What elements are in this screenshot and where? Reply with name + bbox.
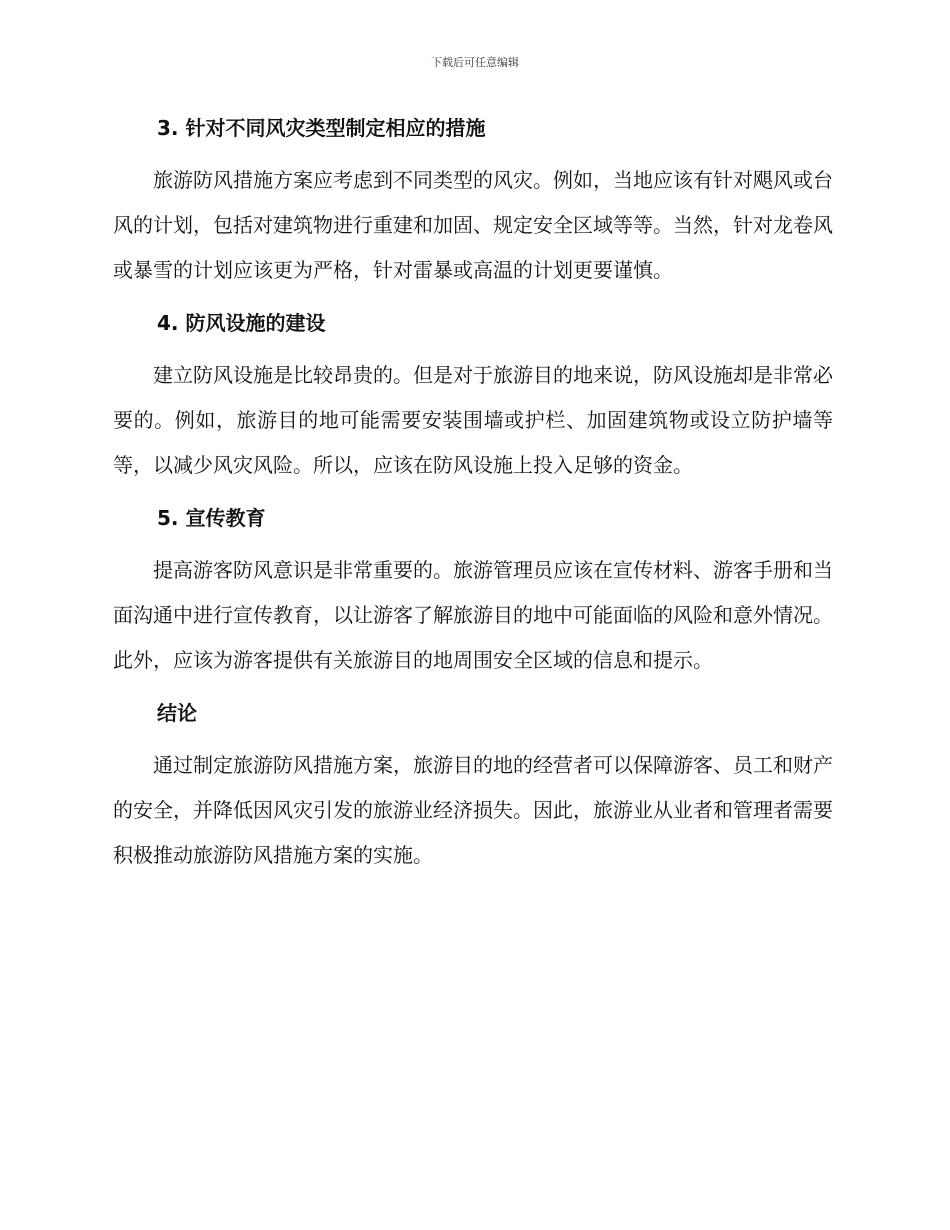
section-heading-4: 4. 防风设施的建设 [157, 311, 326, 335]
section-paragraph-5: 提高游客防风意识是非常重要的。旅游管理员应该在宣传材料、游客手册和当面沟通中进行宣传教育，以让游客了解旅游目的地中可能面临的风险和意外情况。此外，应该为游客提供有关旅游目的地周围安全区域的信息和提示。 [113, 558, 833, 672]
section-paragraph-4: 建立防风设施是比较昂贵的。但是对于旅游目的地来说，防风设施却是非常必要的。例如，旅游目的地可能需要安装围墙或护栏、加固建筑物或设立防护墙等等，以减少风灾风险。所以，应该在防风设施上投入足够的资金。 [113, 363, 833, 477]
document-body [113, 112, 833, 878]
section-heading-5: 5. 宣传教育 [157, 506, 266, 530]
section-heading-3: 3. 针对不同风灾类型制定相应的措施 [157, 116, 486, 140]
conclusion-heading: 结论 [157, 701, 197, 725]
page-header-note: 下载后可任意编辑 [431, 56, 519, 69]
section-paragraph-3: 旅游防风措施方案应考虑到不同类型的风灾。例如，当地应该有针对飓风或台风的计划，包括对建筑物进行重建和加固、规定安全区域等等。当然，针对龙卷风或暴雪的计划应该更为严格，针对雷暴或高温的计划更要谨慎。 [113, 168, 833, 282]
conclusion-paragraph: 通过制定旅游防风措施方案，旅游目的地的经营者可以保障游客、员工和财产的安全，并降低因风灾引发的旅游业经济损失。因此，旅游业从业者和管理者需要积极推动旅游防风措施方案的实施。 [113, 753, 833, 867]
